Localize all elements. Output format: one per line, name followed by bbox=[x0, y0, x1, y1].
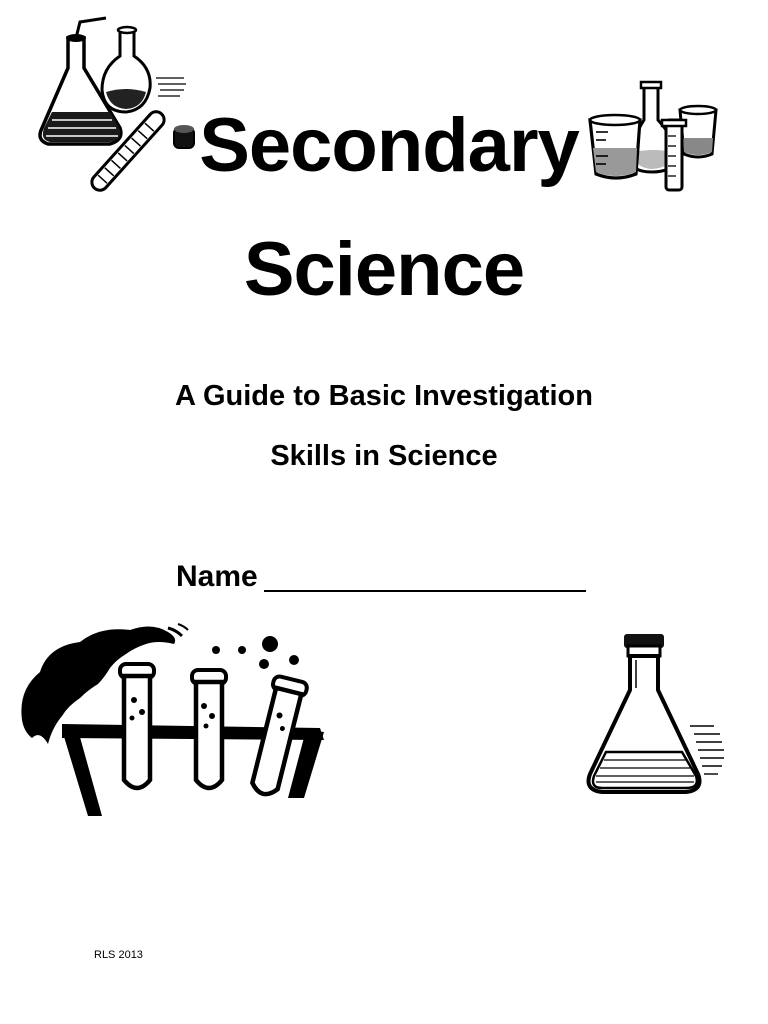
name-label: Name bbox=[176, 560, 258, 593]
footer-credit: RLS 2013 bbox=[94, 949, 143, 961]
name-blank-line[interactable] bbox=[264, 562, 586, 592]
title-line-2: Science bbox=[243, 227, 525, 312]
erlenmeyer-flask-icon bbox=[586, 630, 728, 800]
name-field bbox=[176, 562, 586, 592]
subtitle-line-1: A Guide to Basic Investigation bbox=[175, 380, 593, 412]
test-tube-rack-icon bbox=[18, 620, 330, 820]
title-line-1: Secondary bbox=[199, 103, 579, 188]
subtitle-line-2: Skills in Science bbox=[270, 440, 498, 472]
